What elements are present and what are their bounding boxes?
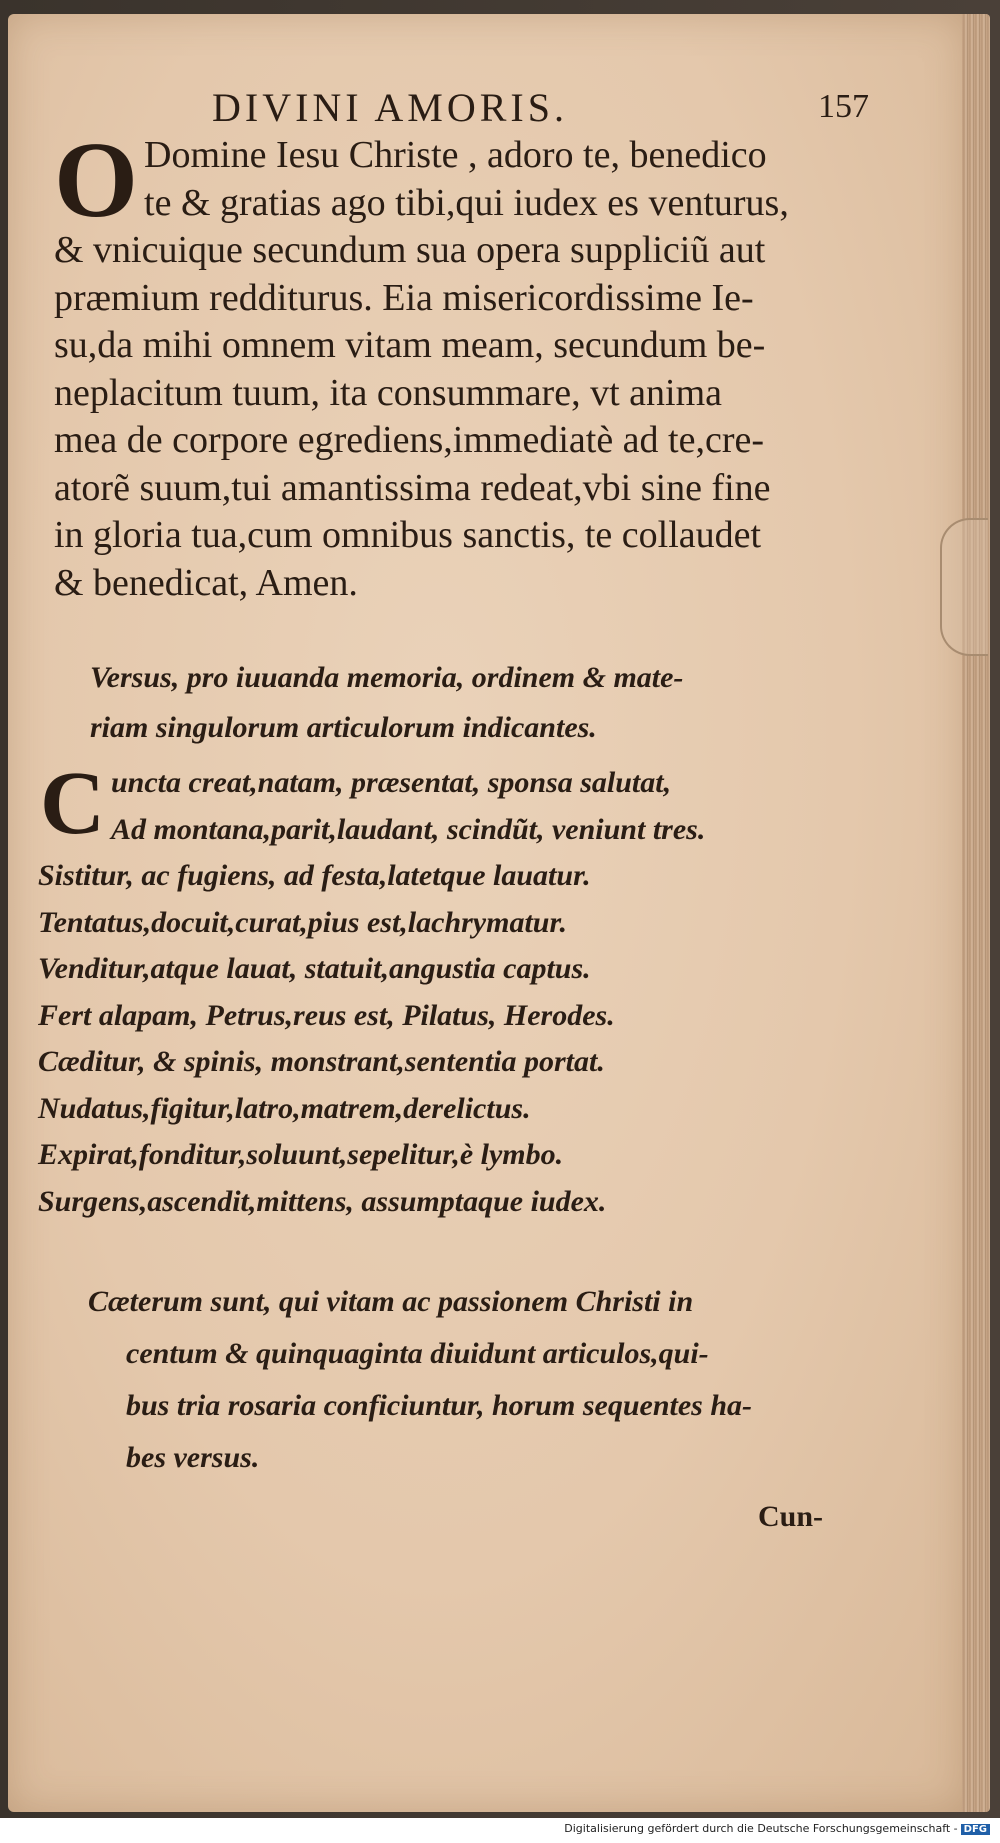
verse-line: Expirat,fonditur,soluunt,sepelitur,è lymbo. [38,1138,564,1171]
digitization-credit [564,1822,990,1835]
verses-introduction [90,653,880,753]
catchword: Cun- [758,1500,824,1533]
closing-line: Cæterum sunt, qui vitam ac passionem Christi in [88,1285,694,1318]
closing-paragraph [88,1276,888,1484]
verse-line: Tentatus,docuit,curat,pius est,lachrymatur. [38,905,567,939]
closing-line: centum & quinquaginta diuidunt articulos,qui- [126,1337,709,1370]
intro-line: riam singulorum articulorum indicantes. [90,711,597,744]
prayer-line: & vnicuique secundum sua opera suppliciũ aut [54,229,766,271]
prayer-line: te & gratias ago tibi,qui iudex es venturus, [144,181,789,224]
prayer-line: & benedicat, Amen. [54,561,358,604]
prayer-dropcap: O [54,121,139,240]
verse-line: uncta creat,natam, præsentat, sponsa salutat, [111,766,672,799]
verse-line: Cæditur, & spinis, monstrant,sententia portat. [38,1045,605,1078]
verse-line: Sistitur, ac fugiens, ad festa,latetque lauatur. [38,859,591,892]
closing-line: bus tria rosaria conficiuntur, horum sequentes ha- [126,1389,753,1422]
prayer-line: su,da mihi omnem vitam meam, secundum be- [54,324,766,366]
prayer-line: neplacitum tuum, ita consummare, vt anima [54,371,722,414]
verse-line: Ad montana,parit,laudant, scindũt, veniunt tres. [111,812,706,846]
credit-text: Digitalisierung gefördert durch die Deutsche Forschungsgemeinschaft - [564,1822,958,1835]
running-header: DIVINI AMORIS. [212,85,568,130]
prayer-line: in gloria tua,cum omnibus sanctis, te collaudet [54,514,762,556]
verse-line: Nudatus,figitur,latro,matrem,derelictus. [38,1091,531,1125]
verses-dropcap: C [40,754,105,853]
verse-line: Surgens,ascendit,mittens, assumptaque iudex. [38,1184,607,1218]
page-number: 157 [818,88,869,125]
page-tab-marker [940,518,988,656]
verse-line: Fert alapam, Petrus,reus est, Pilatus, Herodes. [38,998,615,1032]
prayer-line: atorẽ suum,tui amantissima redeat,vbi sine fine [54,466,771,509]
dfg-logo: DFG [961,1824,990,1835]
page-edges [962,14,990,1812]
prayer-line: mea de corpore egrediens,immediatè ad te,cre- [54,419,765,461]
intro-line: Versus, pro iuuanda memoria, ordinem & mate- [90,661,684,694]
mnemonic-verses [38,754,898,1225]
prayer-paragraph [54,121,874,607]
verse-line: Venditur,atque lauat, statuit,angustia captus. [38,952,591,985]
prayer-line: Domine Iesu Christe , adoro te, benedico [144,134,767,176]
closing-line: bes versus. [126,1441,260,1474]
prayer-line: præmium redditurus. Eia misericordissime Ie- [54,276,754,319]
